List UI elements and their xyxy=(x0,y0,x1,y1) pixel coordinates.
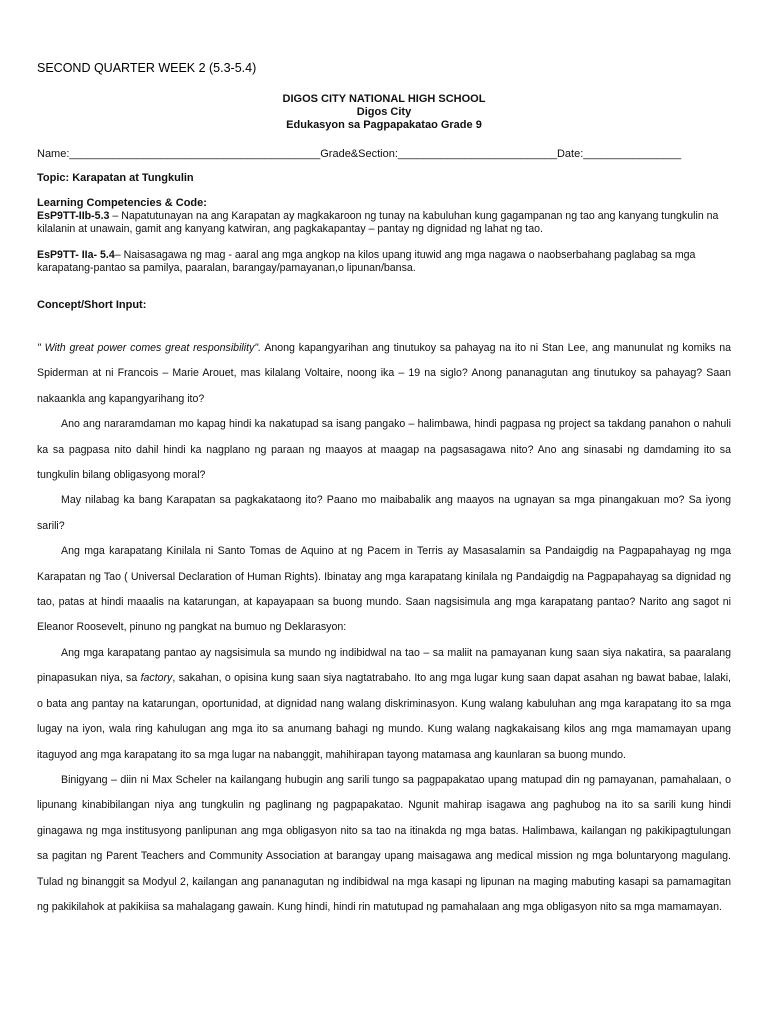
school-name: DIGOS CITY NATIONAL HIGH SCHOOL xyxy=(282,93,486,105)
competency-text: – Naisasagawa ng mag - aaral ang mga angkop na kilos upang ituwid ang mga nagawa o naobserbahang paglabag sa mga karapatang-pantao sa pamilya, paaralan, barangay/pamayanan,o lipunan/bansa. xyxy=(37,249,696,274)
competency-item xyxy=(37,249,733,275)
concept-heading: Concept/Short Input: xyxy=(37,299,147,311)
name-field[interactable]: _________________________________________ xyxy=(69,148,321,160)
competency-code: EsP9TT- IIa- 5.4 xyxy=(37,249,115,261)
name-label: Name: xyxy=(37,148,70,160)
paragraph: Binigyang – diin ni Max Scheler na kailangang hubugin ang sarili tungo sa pagpapakatao upang matupad din ng pamayanan, pamahalaan, o lipunang kinabibilangan niya ang tungkulin ng paglinang ng pagpapakatao. Ngunit mahirap isagawa ang paghubog na ito sa sarili kung hindi ginagawa ng mga institusyong panlipunan ang mga obligasyon nito sa tao na itinakda ng mga batas. Halimbawa, kailangan ng pakikipagtulungan sa pagitan ng Parent Teachers and Community Association at barangay upang maisagawa ang medical mission ng mga boluntaryong magulang. Tulad ng binanggit sa Modyul 2, kailangan ang pananagutan ng indibidwal na mga kasapi ng lipunan na maging mabuting kasapi sa pamamagitan ng pakikilahok at pakikiisa sa mahalagang gawain. Kung hindi, hindi rin matutupad ng pamahalaan ang mga obligasyon nito sa mga mamamayan. xyxy=(37,773,731,913)
school-header xyxy=(0,93,768,132)
competency-code: EsP9TT-IIb-5.3 xyxy=(37,210,110,222)
grade-section-label: Grade&Section: xyxy=(320,148,398,160)
competency-text: – Napatutunayan na ang Karapatan ay magkakaroon ng tunay na kabuluhan kung gagampanan ng tao ang kanyang tungkulin na kilalanin at unawain, gamit ang kanyang katwiran, ang pagkakapantay – pantay ng dignidad ng lahat ng tao. xyxy=(37,210,719,235)
topic-value: : Karapatan at Tungkulin xyxy=(65,172,194,184)
paragraph: Ano ang nararamdaman mo kapag hindi ka nakatupad sa isang pangako – halimbawa, hindi pagpasa ng project sa takdang panahon o nahuli ka sa pagpasa nito dahil hindi ka nagplano ng paraan ng maayos at maagap na pagsasagawa nito? Ano ang sinasabi ng damdaming ito sa tungkulin bilang obligasyong moral? xyxy=(37,418,731,482)
student-info-line xyxy=(37,148,681,160)
concept-body xyxy=(37,336,731,920)
topic-label: Topic xyxy=(37,172,66,184)
subject-title: Edukasyon sa Pagpapakatao Grade 9 xyxy=(286,119,482,131)
date-label: Date: xyxy=(556,148,584,160)
paragraph: Ang mga karapatang pantao ay nagsisimula sa mundo ng indibidwal na tao – sa maliit na pamayanan kung saan siya nakatira, sa paaralang pinapasukan niya, sa factory, sakahan, o opisina kung saan siya nagtatrabaho. Ito ang mga lugar kung saan dapat asahan ng bawat babae, lalaki, o bata ang pantay na katarungan, oportunidad, at dignidad nang walang diskriminasyon. Kung walang kabuluhan ang mga karapatang ito sa mga lugay na iyon, wala ring kahulugan ang mga ito sa anumang bahagi ng mundo. Kung walang nagkakaisang kilos ang mga mamamayan upang itaguyod ang mga karapatang ito sa mga lugar na nabanggit, mahihirapan tayong matamasa ang kaunlaran sa buong mundo. xyxy=(37,646,732,761)
paragraph: " With great power comes great responsibility". Anong kapangyarihan ang tinutukoy sa pahayag na ito ni Stan Lee, ang manunulat ng komiks na Spiderman at ni Francois – Marie Arouet, mas kilalang Voltaire, noong ika – 19 na siglo? Anong pananagutan ang tinutukoy sa pahayag? Saan nakaankla ang kapangyarihang ito? xyxy=(37,342,731,405)
stan-lee-quote: " With great power comes great responsibility". xyxy=(37,342,262,354)
grade-section-field[interactable]: __________________________ xyxy=(397,148,557,160)
quarter-week-label: SECOND QUARTER WEEK 2 (5.3-5.4) xyxy=(37,61,257,75)
school-city: Digos City xyxy=(356,106,412,118)
competencies-heading: Learning Competencies & Code: xyxy=(37,197,207,209)
competency-item xyxy=(37,210,733,236)
paragraph: May nilabag ka bang Karapatan sa pagkakataong ito? Paano mo maibabalik ang maayos na ugnayan sa mga pinangakuan mo? Sa iyong sarili? xyxy=(37,494,731,532)
date-field[interactable]: ________________ xyxy=(583,148,682,160)
topic-line xyxy=(37,172,194,184)
paragraph: Ang mga karapatang Kinilala ni Santo Tomas de Aquino at ng Pacem in Terris ay Masasalamin sa Pandaigdig na Pagpapahayag ng mga Karapatan ng Tao ( Universal Declaration of Human Rights). Ibinatay ang mga karapatang kinilala ng Pandaigdig na Pagpapahayag sa dignidad ng tao, patas at hindi maaalis na katarungan, at kapayapaan sa buong mundo. Saan nagsisimula ang mga karapatang pantao? Narito ang sagot ni Eleanor Roosevelt, pinuno ng pangkat na bumuo ng Deklarasyon: xyxy=(37,545,731,634)
